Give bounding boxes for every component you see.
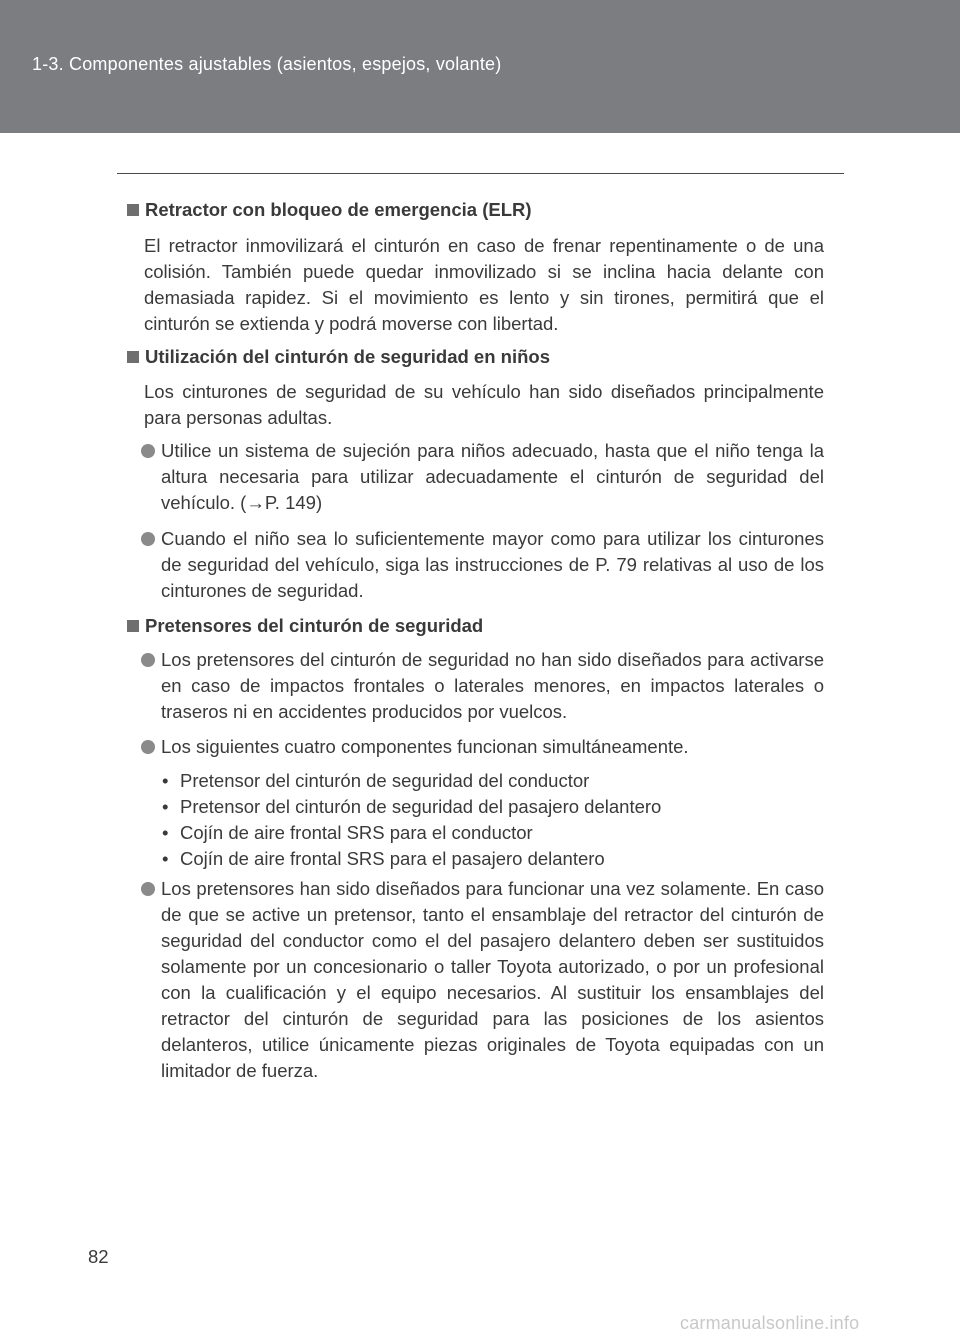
paragraph-children: Los cinturones de seguridad de su vehículo han sido diseñados principalmente para personas adultas. [144, 381, 824, 428]
bullet-pretensioners-2 [141, 734, 824, 760]
paragraph-elr: El retractor inmovilizará el cinturón en caso de frenar repentinamente o de una colisión. También puede quedar inmovilizado si se inclina hacia delante con demasiada rapidez. Si el movimiento es lento y sin tirones, permitirá que el cinturón se extienda y podrá moverse con libertad. [144, 235, 824, 334]
bullet-children-1 [141, 438, 824, 516]
divider [117, 173, 844, 174]
bullet-pretensioners-1 [141, 647, 824, 725]
watermark: carmanualsonline.info [680, 1313, 860, 1333]
heading-text: Utilización del cinturón de seguridad en niños [145, 346, 550, 367]
list-item: • Pretensor del cinturón de seguridad del conductor [162, 770, 590, 791]
circle-bullet-icon [141, 882, 155, 896]
bullet-pretensioners-3 [141, 876, 824, 1084]
list-item: • Cojín de aire frontal SRS para el conductor [162, 822, 533, 843]
bullet-text: Los siguientes cuatro componentes funcionan simultáneamente. [161, 736, 689, 757]
heading-pretensioners [127, 613, 483, 639]
heading-text: Retractor con bloqueo de emergencia (ELR) [145, 199, 532, 220]
bullet-text: Los pretensores han sido diseñados para funcionar una vez solamente. En caso de que se active un pretensor, tanto el ensamblaje del retractor del cinturón de seguridad del conductor como el del pasajero delantero deben ser sustituidos solamente por un concesionario o taller Toyota autorizado, o por un profesional con la cualificación y el equipo necesarios. Al sustituir los ensamblajes del retractor del cinturón de seguridad para las posiciones de los asientos delanteros, utilice únicamente piezas originales de Toyota equipadas con un limitador de fuerza. [161, 878, 824, 1081]
circle-bullet-icon [141, 653, 155, 667]
circle-bullet-icon [141, 444, 155, 458]
circle-bullet-icon [141, 740, 155, 754]
heading-children [127, 344, 550, 370]
square-bullet-icon [127, 351, 139, 363]
list-item: • Pretensor del cinturón de seguridad del pasajero delantero [162, 796, 662, 817]
bullet-text: Utilice un sistema de sujeción para niños adecuado, hasta que el niño tenga la altura necesaria para utilizar adecuadamente el cinturón de seguridad del vehículo. (→P. 149) [161, 440, 824, 513]
heading-elr [127, 197, 532, 223]
square-bullet-icon [127, 620, 139, 632]
page-number: 82 [88, 1246, 109, 1267]
list-item: • Cojín de aire frontal SRS para el pasajero delantero [162, 848, 605, 869]
square-bullet-icon [127, 204, 139, 216]
bullet-text: Cuando el niño sea lo suficientemente mayor como para utilizar los cinturones de seguridad del vehículo, siga las instrucciones de P. 79 relativas al uso de los cinturones de seguridad. [161, 528, 824, 601]
bullet-text: Los pretensores del cinturón de seguridad no han sido diseñados para activarse en caso de impactos frontales o laterales menores, en impactos laterales o traseros ni en accidentes producidos por vuelcos. [161, 649, 824, 722]
heading-text: Pretensores del cinturón de seguridad [145, 615, 484, 636]
section-title: 1-3. Componentes ajustables (asientos, espejos, volante) [32, 54, 502, 74]
bullet-children-2 [141, 526, 824, 604]
page-header [0, 0, 960, 133]
circle-bullet-icon [141, 532, 155, 546]
